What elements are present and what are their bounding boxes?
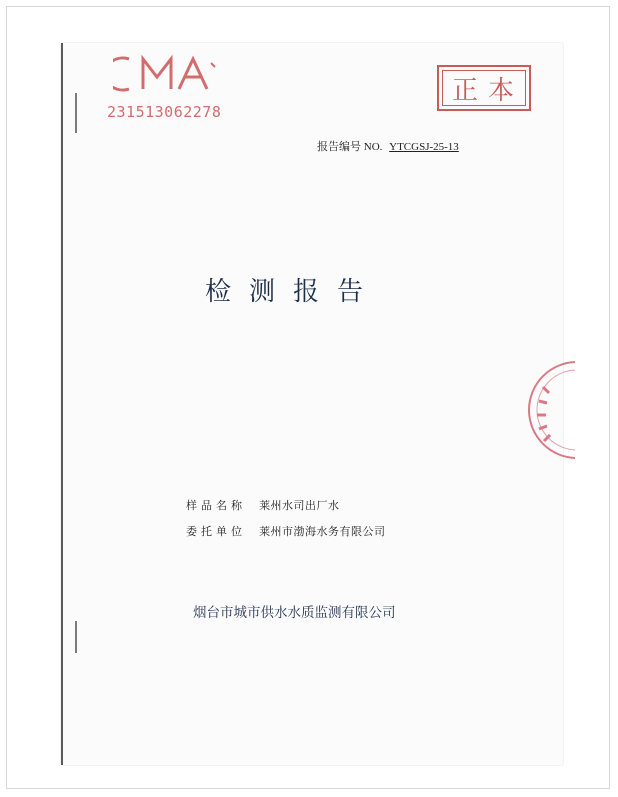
original-copy-stamp xyxy=(437,65,531,111)
client-row xyxy=(186,523,386,539)
report-number-prefix: NO. xyxy=(363,141,383,153)
sample-name-label: 样品名称 xyxy=(186,500,246,512)
report-cover-page xyxy=(61,43,563,765)
testing-organization: 烟台市城市供水水质监测有限公司 xyxy=(193,605,396,621)
cma-certificate-number: 231513062278 xyxy=(107,103,222,121)
document-frame xyxy=(6,6,610,789)
report-number-value: YTCGSJ-25-13 xyxy=(389,141,459,153)
sample-name-row xyxy=(186,497,340,513)
client-value: 莱州市渤海水务有限公司 xyxy=(259,526,386,538)
margin-mark xyxy=(75,621,77,653)
cma-logo-stamp xyxy=(113,53,223,95)
margin-mark xyxy=(75,93,77,133)
original-copy-stamp-text: 正本 xyxy=(442,70,526,106)
report-title: 检测报告 xyxy=(205,277,382,307)
sample-name-value: 莱州水司出厂水 xyxy=(259,500,340,512)
report-number xyxy=(317,138,459,154)
client-label: 委托单位 xyxy=(186,526,246,538)
report-number-label: 报告编号 xyxy=(317,141,361,153)
company-seal-partial xyxy=(519,357,575,463)
